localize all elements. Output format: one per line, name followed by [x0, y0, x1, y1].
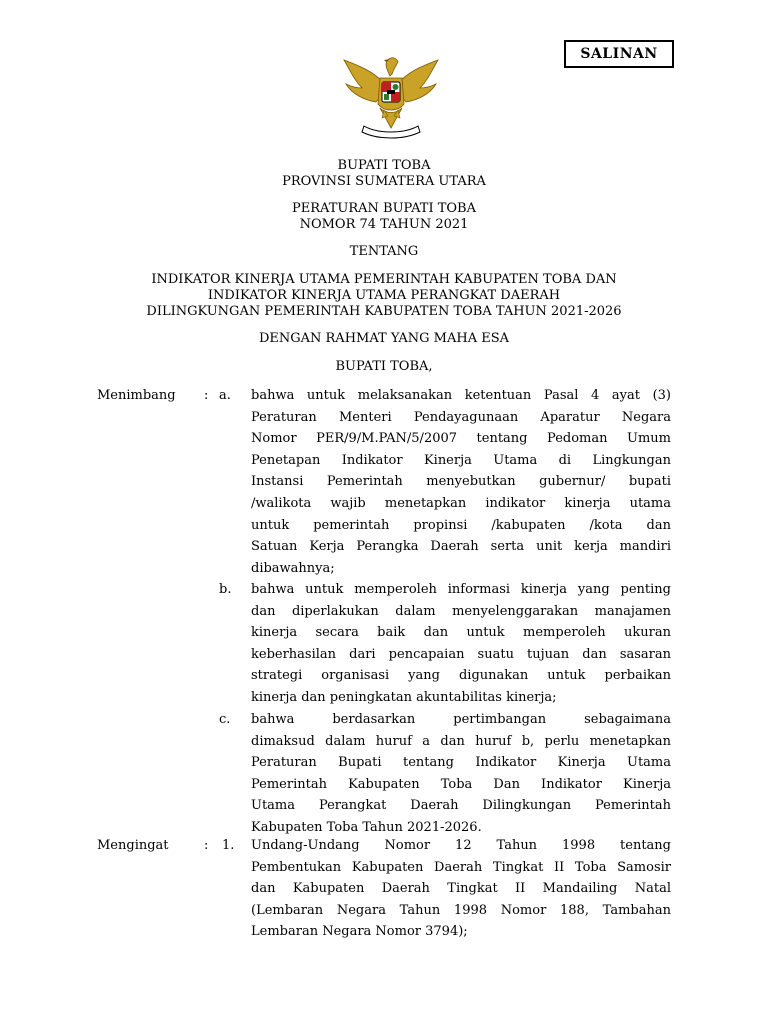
text-line: dimaksud dalam huruf a dan huruf b, perlu menetapkan: [251, 733, 671, 749]
text-line: Pembentukan Kabupaten Daerah Tingkat II Toba Samosir: [251, 859, 671, 875]
subject-line: INDIKATOR KINERJA UTAMA PERANGKAT DAERAH: [207, 288, 561, 303]
text-line: Kabupaten Toba Tahun 2021-2026.: [251, 819, 482, 835]
text-line: Pemerintah Kabupaten Toba Dan Indikator Kinerja: [251, 776, 671, 792]
text-line: Lembaran Negara Nomor 3794);: [251, 924, 468, 940]
blessing-line: DENGAN RAHMAT YANG MAHA ESA: [258, 331, 510, 346]
mengingat-section: [0, 835, 768, 950]
text-line: keberhasilan dari pencapaian suatu tujuan dan sasaran: [251, 646, 671, 662]
item-marker: c.: [219, 712, 231, 727]
text-line: Satuan Kerja Perangka Daerah serta unit kerja mandiri: [251, 539, 671, 555]
text-line: Penetapan Indikator Kinerja Utama di Lingkungan: [251, 452, 671, 468]
subject-block: [60, 272, 708, 320]
menimbang-section: [0, 385, 768, 835]
issuer-line: PROVINSI SUMATERA UTARA: [282, 174, 486, 189]
item-marker: 1.: [222, 838, 235, 853]
text-line: bahwa untuk memperoleh informasi kinerja yang penting: [251, 582, 671, 597]
consideration-b: [251, 579, 671, 709]
item-marker: b.: [219, 582, 232, 597]
text-line: Nomor PER/9/M.PAN/5/2007 tentang Pedoman Umum: [251, 431, 671, 447]
section-label: Menimbang: [97, 388, 176, 403]
text-line: bahwa untuk melaksanakan ketentuan Pasal 4 ayat (3): [251, 388, 671, 403]
authority-line: BUPATI TOBA,: [335, 359, 433, 374]
section-colon: :: [204, 838, 209, 853]
subject-line: INDIKATOR KINERJA UTAMA PEMERINTAH KABUPATEN TOBA DAN: [151, 272, 617, 287]
regulation-number: NOMOR 74 TAHUN 2021: [299, 217, 469, 232]
about-heading: TENTANG: [349, 244, 419, 259]
issuer-block: [60, 158, 708, 190]
text-line: Utama Perangkat Daerah Dilingkungan Pemerintah: [251, 798, 671, 814]
text-line: untuk pemerintah propinsi /kabupaten /kota dan: [251, 517, 671, 533]
text-line: Undang-Undang Nomor 12 Tahun 1998 tentang: [251, 838, 671, 853]
salinan-stamp: SALINAN: [564, 40, 674, 68]
text-line: bahwa berdasarkan pertimbangan sebagaimana: [251, 712, 671, 727]
section-colon: :: [204, 388, 209, 403]
section-label: Mengingat: [97, 838, 169, 853]
text-line: Peraturan Menteri Pendayagunaan Aparatur Negara: [251, 409, 671, 425]
garuda-pancasila-emblem-icon: [338, 52, 444, 142]
text-line: kinerja dan peningkatan akuntabilitas kinerja;: [251, 689, 557, 705]
subject-line: DILINGKUNGAN PEMERINTAH KABUPATEN TOBA TAHUN 2021-2026: [146, 304, 622, 319]
text-line: Instansi Pemerintah menyebutkan gubernur/ bupati: [251, 474, 671, 490]
text-line: Peraturan Bupati tentang Indikator Kinerja Utama: [251, 755, 671, 771]
text-line: kinerja secara baik dan untuk memperoleh ukuran: [251, 625, 671, 641]
issuer-line: BUPATI TOBA: [337, 158, 431, 173]
consideration-a: [251, 385, 671, 579]
legal-basis-1: [251, 835, 671, 943]
text-line: dan diperlakukan dalam menyelenggarakan manajamen: [251, 603, 671, 619]
text-line: strategi organisasi yang digunakan untuk perbaikan: [251, 668, 671, 684]
item-marker: a.: [219, 388, 231, 403]
text-line: /walikota wajib menetapkan indikator kinerja utama: [251, 495, 671, 511]
text-line: dibawahnya;: [251, 560, 335, 576]
text-line: dan Kabupaten Daerah Tingkat II Mandailing Natal: [251, 881, 671, 897]
consideration-c: [251, 709, 671, 839]
regulation-block: [60, 201, 708, 233]
text-line: (Lembaran Negara Tahun 1998 Nomor 188, Tambahan: [251, 902, 671, 918]
regulation-title: PERATURAN BUPATI TOBA: [292, 201, 476, 216]
